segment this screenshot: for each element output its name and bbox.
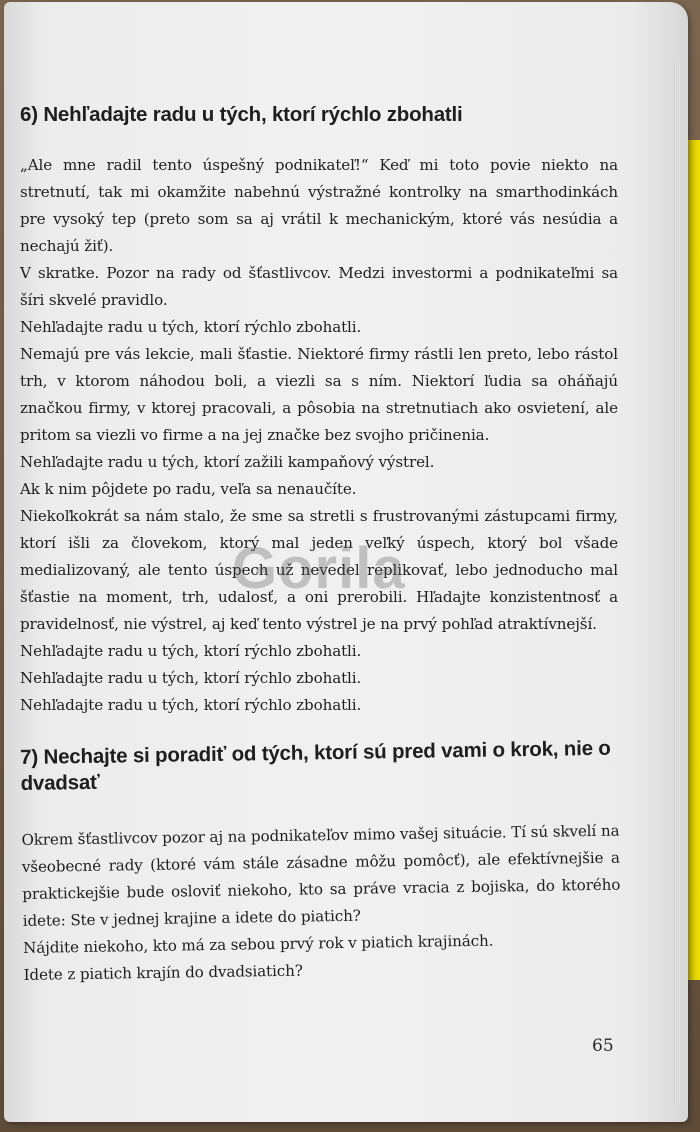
paragraph: „Ale mne radil tento úspešný podnikateľ!“ Keď mi toto povie niekto na stretnutí, tak mi okamžite nabehnú výstražné kontrolky na smarthodinkách pre vysoký tep (preto som sa aj vrátil k mechanickým, ktoré vás nesúdia a nechajú žiť). (20, 156, 618, 255)
paragraph: Okrem šťastlivcov pozor aj na podnikateľov mimo vašej situácie. Tí sú skvelí na všeobecné rady (ktoré vám stále zásadne môžu pomôcť), ale efektívnejšie a praktickejšie bude osloviť niekoho, kto sa práve vracia z bojiska, do ktorého idete: Ste v jednej krajine a idete do piatich? (21, 821, 621, 930)
page-number: 65 (592, 1036, 614, 1056)
paragraph: V skratke. Pozor na rady od šťastlivcov. Medzi investormi a podnikateľmi sa šíri skvelé pravidlo. (20, 264, 618, 309)
section-7 (20, 736, 622, 989)
paragraph: Idete z piatich krajín do dvadsiatich? (23, 961, 303, 984)
section-6-heading: 6) Nehľadajte radu u tých, ktorí rýchlo zbohatli (20, 103, 463, 126)
book-cover-edge (688, 140, 700, 980)
paragraph: Ak k nim pôjdete po radu, veľa sa nenaučíte. (20, 480, 357, 498)
section-7-heading: 7) Nechajte si poradiť od tých, ktorí sú pred vami o krok, nie o dvadsať (20, 736, 611, 795)
paragraph: Nehľadajte radu u tých, ktorí rýchlo zbohatli. (20, 669, 362, 687)
paragraph: Niekoľkokrát sa nám stalo, že sme sa stretli s frustrovanými zástupcami firmy, ktorí išli za človekom, ktorý mal jeden veľký úspech, ktorý bol všade medializovaný, ale tento úspech už nevedel replikovať, lebo jednoducho mal šťastie na moment, trh, udalosť, a oni prerobili. Hľadajte konzistentnosť a pravidelnosť, nie výstrel, aj keď tento výstrel je na prvý pohľad atraktívnejší. (20, 507, 618, 633)
paragraph: Nehľadajte radu u tých, ktorí rýchlo zbohatli. (20, 318, 362, 336)
page-stack-edge (674, 62, 680, 1102)
paragraph: Nemajú pre vás lekcie, mali šťastie. Niektoré firmy rástli len preto, lebo rástol trh, v ktorom náhodou boli, a viezli sa s ním. Niektorí ľudia sa oháňajú značkou firmy, v ktorej pracovali, a pôsobia na stretnutiach ako osvietení, ale pritom sa viezli vo firme a na jej značke bez svojho pričinenia. (20, 345, 618, 444)
paragraph: Nehľadajte radu u tých, ktorí zažili kampaňový výstrel. (20, 453, 435, 471)
paragraph: Nájdite niekoho, kto má za sebou prvý rok v piatich krajinách. (23, 931, 494, 957)
watermark: Gorila (232, 536, 406, 601)
paragraph: Nehľadajte radu u tých, ktorí rýchlo zbohatli. (20, 642, 362, 660)
paragraph: Nehľadajte radu u tých, ktorí rýchlo zbohatli. (20, 696, 362, 714)
